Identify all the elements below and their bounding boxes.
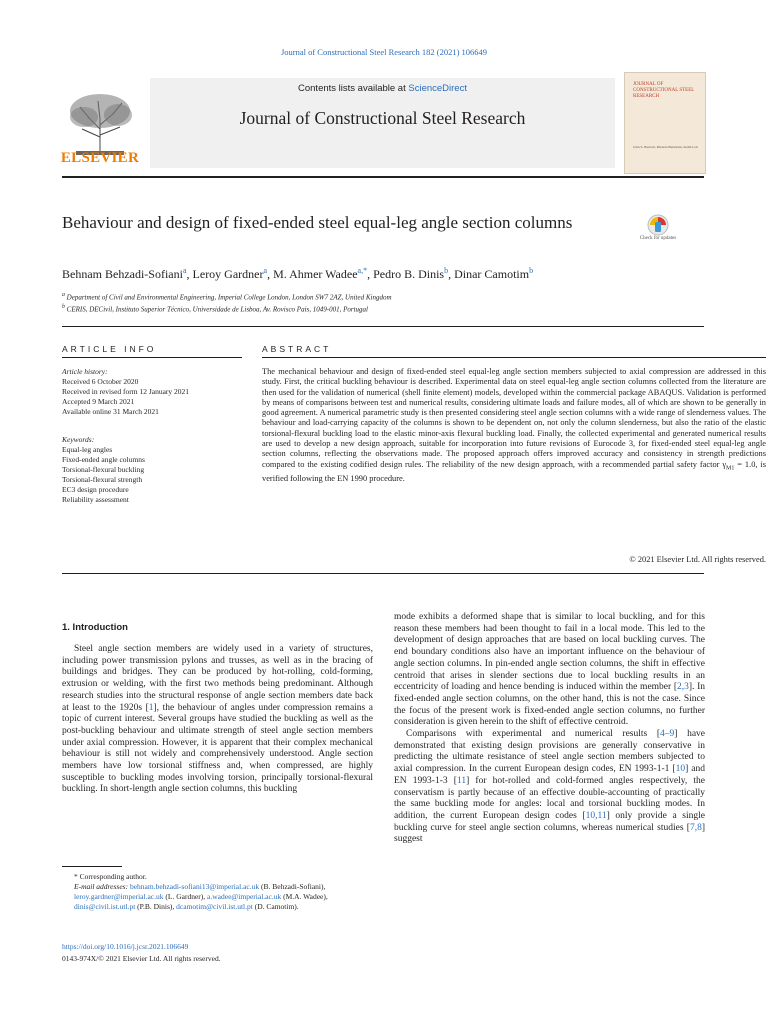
issn-line: 0143-974X/© 2021 Elsevier Ltd. All rights reserved. (62, 954, 221, 963)
intro-left-column: Steel angle section members are widely used in a variety of structures, including power transmission pylons and trusses, as well as in the bracing of buildings and bridges. They can be produced by hot-rolling, cold-forming, extrusion or welding, with the first two methods being predominant. Although research studies into the structural response of angle section members date back at least to the 1920s [1], the behaviour of angles under compression remains a topic of current interest. Several groups have studied the buckling as well as the post-buckling behaviour and ultimate strength of steel angle section members under axial compression. However, it is apparent that their complex mechanical behaviour is still not widely and comprehensively understood. Angle section members have low torsional stiffness and, when compressed, are highly susceptible to buckling modes involving torsion, principally torsional-flexural buckling. In short-length angle section columns, this buckling (62, 644, 373, 795)
intro-right-column (394, 612, 705, 846)
keyword: Torsional-flexural strength (62, 475, 143, 484)
article-history: Article history: Received 6 October 2020 Received in revised form 12 January 2021 Accepted 9 March 2021 Available online 31 March 2021 (62, 367, 252, 417)
paper-title: Behaviour and design of fixed-ended steel equal-leg angle section columns (62, 213, 573, 232)
affiliation-b: $^b$ CERIS, DECivil, Instituto Superior Técnico, Universidade de Lisboa, Av. Rovisco Pais, 1049-001, Portugal (62, 304, 368, 314)
email-link[interactable]: behnam.behzadi-sofiani13@imperial.ac.uk (129, 882, 260, 891)
doi-link[interactable]: https://doi.org/10.1016/j.jcsr.2021.106649 (62, 942, 189, 951)
cover-editors: John S. Bartsch, Rhonda Bernstein, Keith Loh (633, 145, 698, 149)
affiliation-divider (62, 326, 704, 327)
history-received: Received 6 October 2020 (62, 377, 139, 386)
author-name[interactable]: Behnam Behzadi-Sofiani (62, 267, 183, 281)
citation-link[interactable]: 4–9 (660, 729, 675, 740)
email-link[interactable]: a.wadee@imperial.ac.uk (207, 892, 282, 901)
keyword: Torsional-flexural buckling (62, 465, 145, 474)
keyword: EC3 design procedure (62, 485, 129, 494)
abstract-body: The mechanical behaviour and design of fixed-ended steel equal-leg angle section members subjected to axial compression are addressed in this study. First, the critical buckling behaviour is described. Experimental data on steel equal-leg angle section columns collected from the literature are then used for the validation of numerical (shell finite element) models, developed within the commercial package ABAQUS. Validation is performed by means of comparisons between test and numerical results, considering ultimate loads and failure modes, all of which are shown to be generally in good agreement. A numerical parametric study is then presented considering steel angle section columns with a wide range of slenderness values. The behaviour and load-carrying capacity of the columns is shown to be dependent on, not only the column slenderness, but also the ratio of the elastic torsional-flexural buckling load to the elastic minor-axis flexural buckling load. Finally, the collected experimental and generated numerical results are used to develop a new design approach, suitable for incorporation into future revisions of Eurocode 3, for fixed-ended steel equal-leg angle section columns, reflecting the observations made. The proposed approach offers improved accuracy and consistency in strength predictions compared to the existing codified design rules. The reliability of the new design approach, with a recommended partial safety factor $\gamma_{M1} = 1.0$, is verified following the EN 1990 procedure. (262, 367, 766, 483)
citation-link[interactable]: 2,3 (677, 682, 689, 693)
author-affiliation-mark: a (182, 266, 187, 275)
elsevier-wordmark: ELSEVIER (60, 150, 140, 166)
author-affiliation-mark: b (444, 266, 449, 275)
author-affiliation-mark: a (263, 266, 268, 275)
section-heading-introduction: 1. Introduction (62, 622, 128, 633)
citation-link[interactable]: 1 (148, 702, 154, 713)
copyright-notice: © 2021 Elsevier Ltd. All rights reserved. (629, 555, 766, 564)
affiliation-a: $^a$ Department of Civil and Environmental Engineering, Imperial College London, London SW7 2AZ, United Kingdom (62, 292, 392, 302)
footnote: * Corresponding author. E-mail addresses: behnam.behzadi-sofiani13@imperial.ac.uk (B. Behzadi-Sofiani), leroy.gardner@imperial.ac.uk (L. Gardner), a.wadee@imperial.ac.uk (M.A. Wadee), dinis@civil.ist.utl.pt (P.B. Dinis), dcamotim@civil.ist.utl.pt (D. Camotim). (74, 872, 328, 911)
citation-link[interactable]: 10,11 (585, 810, 607, 821)
intro-paragraph: Comparisons with experimental and numerical results [4–9] have demonstrated that existing design provisions are generally conservative in predicting the ultimate resistance of steel angle section members subjected to axial compression. In the current European design codes, EN 1993-1-1 [10] and EN 1993-1-3 [11] for hot-rolled and cold-formed angles respectively, the conservatism is partly because of an effective double-accounting of practically the same buckling mode for angles: local and torsional buckling modes. In addition, the current European design codes [10,11] only provide a single buckling curve for steel angle section columns, whereas numerical studies [7,8] suggest (394, 729, 706, 845)
citation-link[interactable]: 10 (675, 764, 686, 775)
contents-line: Contents lists available at ScienceDirect (298, 83, 467, 94)
crossmark-icon[interactable] (640, 213, 676, 249)
author-affiliation-mark: a,* (357, 266, 368, 275)
author-list: Behnam Behzadi-Sofiani$^a$, Leroy Gardner$^a$, M. Ahmer Wadee$^{a,*}$, Pedro B. Dinis$^b$, Dinar Camotim$^b$ (62, 266, 534, 281)
sciencedirect-link[interactable]: ScienceDirect (408, 83, 467, 94)
article-info-heading: ARTICLE INFO (62, 344, 157, 354)
email-link[interactable]: leroy.gardner@imperial.ac.uk (74, 892, 164, 901)
citation-link[interactable]: 11 (456, 775, 467, 786)
citation-link[interactable]: 7,8 (689, 822, 702, 833)
email-link[interactable]: dinis@civil.ist.utl.pt (74, 902, 136, 911)
author-affiliation-mark: b (529, 266, 534, 275)
history-accepted: Accepted 9 March 2021 (62, 397, 135, 406)
author-name[interactable]: M. Ahmer Wadee (273, 267, 358, 281)
header-divider (62, 176, 704, 178)
journal-reference[interactable]: Journal of Constructional Steel Research 182 (2021) 106649 (280, 47, 488, 57)
email-link[interactable]: dcamotim@civil.ist.utl.pt (176, 902, 253, 911)
history-online: Available online 31 March 2021 (62, 407, 159, 416)
abstract-divider (62, 573, 704, 574)
intro-paragraph: mode exhibits a deformed shape that is similar to local buckling, and for this reason these members had been thought to fail in a local mode. This led to the development of design approaches that are based on local buckling curves. The end boundary conditions also have an important influence on the behaviour of angle section columns. In pin-ended angle section columns, the shift in effective centroid that arises in slender sections due to local buckling results in an eccentricity of loading and hence bending is induced within the member [2,3]. In fixed-ended angle section columns, on the other hand, this is not the case. Since the focus of the present work is fixed-ended angle section columns, no further consideration is given herein to the shift of effective centroid. (394, 612, 706, 728)
footnote-rule (62, 866, 122, 867)
author-name[interactable]: Dinar Camotim (454, 267, 530, 281)
article-info-rule (62, 357, 242, 358)
keyword: Equal-leg angles (62, 445, 113, 454)
cover-title: JOURNAL OF CONSTRUCTIONAL STEEL RESEARCH (633, 82, 695, 99)
author-name[interactable]: Leroy Gardner (192, 267, 264, 281)
keyword: Fixed-ended angle columns (62, 455, 145, 464)
keyword: Reliability assessment (62, 495, 129, 504)
keywords-list: Keywords: Equal-leg angles Fixed-ended angle columns Torsional-flexural buckling Torsional-flexural strength EC3 design procedure Reliability assessment (62, 435, 252, 505)
journal-title: Journal of Constructional Steel Research (239, 108, 526, 128)
history-revised: Received in revised form 12 January 2021 (62, 387, 190, 396)
abstract-rule (262, 357, 766, 358)
abstract-heading: ABSTRACT (262, 344, 332, 354)
crossmark-label: Check for updates (639, 236, 677, 241)
author-name[interactable]: Pedro B. Dinis (373, 267, 445, 281)
